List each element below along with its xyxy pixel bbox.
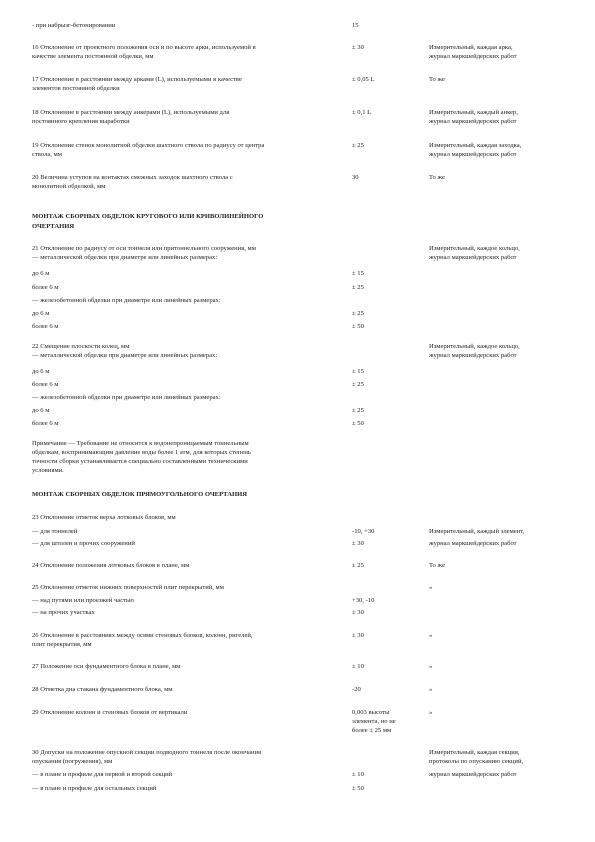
section-heading: МОНТАЖ СБОРНЫХ ОБДЕЛОК ПРЯМОУГОЛЬНОГО ОЧЕРТАНИЯ bbox=[32, 491, 248, 498]
requirement-text: — в плане и профиле для первой и второй секций bbox=[32, 771, 173, 778]
control-method: » bbox=[429, 584, 433, 591]
requirement-text: более 6 м bbox=[32, 381, 59, 388]
tolerance-value: ± 15 bbox=[352, 368, 364, 375]
requirement-text: Примечание — Требование не относится к водонепроницаемым тоннельным bbox=[32, 440, 249, 447]
control-method: » bbox=[429, 686, 433, 693]
requirement-text: 25 Отклонение отметок нижних поверхностей плит перекрытий, мм bbox=[32, 584, 224, 591]
requirement-text: - при набрызг-бетонировании bbox=[32, 22, 116, 29]
tolerance-value: ± 30 bbox=[352, 632, 364, 639]
control-method: Измерительный, каждый элемент, bbox=[429, 528, 525, 535]
control-method: Измерительный, каждое кольцо, bbox=[429, 343, 520, 350]
control-method: Измерительный, каждая секция, bbox=[429, 749, 520, 756]
requirement-text: монолитной обделкой, мм bbox=[32, 183, 106, 190]
tolerance-value: ± 10 bbox=[352, 663, 364, 670]
requirement-text: плит перекрытия, мм bbox=[32, 641, 92, 648]
requirement-text: 16 Отклонение от проектного положения оси и по высоте арки, используемой в bbox=[32, 44, 256, 51]
tolerance-value: -10, +30 bbox=[352, 528, 375, 535]
requirement-text: — над путями или проезжей частью bbox=[32, 597, 134, 604]
tolerance-value: ± 30 bbox=[352, 44, 364, 51]
control-method: журнал маркшейдерских работ bbox=[429, 151, 517, 158]
tolerance-value: ± 25 bbox=[352, 381, 364, 388]
tolerance-value: ± 30 bbox=[352, 609, 364, 616]
tolerance-value: ± 25 bbox=[352, 310, 364, 317]
requirement-text: 23 Отклонение отметок верха лотковых блоков, мм bbox=[32, 514, 176, 521]
tolerance-value: ± 0,05 L bbox=[352, 76, 375, 83]
control-method: журнал маркшейдерских работ bbox=[429, 771, 517, 778]
tolerance-value: 15 bbox=[352, 22, 359, 29]
control-method: » bbox=[429, 709, 433, 716]
tolerance-value: ± 0,1 L bbox=[352, 109, 372, 116]
section-heading: МОНТАЖ СБОРНЫХ ОБДЕЛОК КРУГОВОГО ИЛИ КРИВОЛИНЕЙНОГО bbox=[32, 213, 264, 220]
requirement-text: постоянного крепления выработки bbox=[32, 118, 130, 125]
requirement-text: — железобетонной обделки при диаметре или линейных размерах: bbox=[32, 297, 221, 304]
tolerance-value: ± 25 bbox=[352, 562, 364, 569]
control-method: Измерительный, каждая заходка, bbox=[429, 142, 522, 149]
tolerance-value: ± 50 bbox=[352, 785, 364, 792]
requirement-text: 17 Отклонение в расстоянии между арками (L), используемыми в качестве bbox=[32, 76, 242, 83]
requirement-text: обделкам, воспринимающим давление воды более 1 атм, для которых степень bbox=[32, 449, 251, 456]
control-method: журнал маркшейдерских работ bbox=[429, 352, 517, 359]
requirement-text: — железобетонной обделки при диаметре или линейных размерах: bbox=[32, 394, 221, 401]
requirement-text: 27 Положение оси фундаментного блока в плане, мм bbox=[32, 663, 181, 670]
requirement-text: — металлической обделки при диаметре или линейных размерах: bbox=[32, 352, 218, 359]
control-method: То же bbox=[429, 562, 445, 569]
control-method: То же bbox=[429, 76, 445, 83]
requirement-text: — на прочих участках bbox=[32, 609, 95, 616]
requirement-text: опускания (погружения), мм bbox=[32, 758, 113, 765]
section-heading: ОЧЕРТАНИЯ bbox=[32, 223, 75, 230]
tolerance-value: ± 30 bbox=[352, 540, 364, 547]
requirement-text: 30 Допуски на положение опускной секции подводного тоннеля после окончания bbox=[32, 749, 262, 756]
requirement-text: 28 Отметка дна стакана фундаментного блока, мм bbox=[32, 686, 173, 693]
requirement-text: 20 Величина уступов на контактах смежных заходок шахтного ствола с bbox=[32, 174, 233, 181]
control-method: журнал маркшейдерских работ bbox=[429, 254, 517, 261]
requirement-text: ствола, мм bbox=[32, 151, 62, 158]
requirement-text: 21 Отклонение по радиусу от оси тоннеля или притоннельного сооружения, мм bbox=[32, 245, 256, 252]
control-method: » bbox=[429, 632, 433, 639]
tolerance-value: ± 25 bbox=[352, 407, 364, 414]
tolerance-value: -20 bbox=[352, 686, 361, 693]
tolerance-value: 0,003 высоты bbox=[352, 709, 390, 716]
requirement-text: 18 Отклонение в расстоянии между анкерами (L), используемыми для bbox=[32, 109, 230, 116]
requirement-text: 29 Отклонение колонн и стеновых блоков от вертикали bbox=[32, 709, 188, 716]
requirement-text: — в плане и профиле для остальных секций bbox=[32, 785, 157, 792]
tolerance-value: более ± 25 мм bbox=[352, 727, 392, 734]
tolerance-value: ± 25 bbox=[352, 284, 364, 291]
requirement-text: более 6 м bbox=[32, 420, 59, 427]
requirement-text: — металлической обделки при диаметре или линейных размерах: bbox=[32, 254, 218, 261]
requirement-text: — для штолен и прочих сооружений bbox=[32, 540, 135, 547]
requirement-text: до 6 м bbox=[32, 310, 50, 317]
requirement-text: до 6 м bbox=[32, 368, 50, 375]
tolerance-value: +30, -10 bbox=[352, 597, 375, 604]
requirement-text: условиями. bbox=[32, 467, 64, 474]
control-method: » bbox=[429, 663, 433, 670]
requirement-text: более 6 м bbox=[32, 323, 59, 330]
requirement-text: до 6 м bbox=[32, 407, 50, 414]
requirement-text: точности сборки устанавливается специально составленными техническими bbox=[32, 458, 248, 465]
tolerance-value: ± 25 bbox=[352, 142, 364, 149]
control-method: Измерительный, каждая арка, bbox=[429, 44, 513, 51]
tolerance-value: ± 10 bbox=[352, 771, 364, 778]
requirement-text: качестве элемента постоянной обделки, мм bbox=[32, 53, 154, 60]
requirement-text: 26 Отклонение в расстояниях между осями стеновых блоков, колонн, ригелей, bbox=[32, 632, 253, 639]
control-method: То же bbox=[429, 174, 445, 181]
tolerance-value: 30 bbox=[352, 174, 359, 181]
control-method: журнал маркшейдерских работ bbox=[429, 540, 517, 547]
tolerance-value: элемента, но не bbox=[352, 718, 396, 725]
requirement-text: до 6 м bbox=[32, 270, 50, 277]
control-method: протоколы по опусканию секций, bbox=[429, 758, 524, 765]
requirement-text: более 6 м bbox=[32, 284, 59, 291]
tolerance-value: ± 50 bbox=[352, 323, 364, 330]
tolerance-value: ± 15 bbox=[352, 270, 364, 277]
control-method: журнал маркшейдерских работ bbox=[429, 53, 517, 60]
requirement-text: 24 Отклонение положения лотковых блоков в плане, мм bbox=[32, 562, 190, 569]
requirement-text: 19 Отклонение стенок монолитной обделки шахтного ствола по радиусу от центра bbox=[32, 142, 265, 149]
control-method: Измерительный, каждый анкер, bbox=[429, 109, 519, 116]
requirement-text: — для тоннелей bbox=[32, 528, 78, 535]
requirement-text: элементов постоянной обделки bbox=[32, 85, 120, 92]
requirement-text: 22 Смещение плоскости колец, мм bbox=[32, 343, 130, 350]
tolerance-value: ± 50 bbox=[352, 420, 364, 427]
control-method: Измерительный, каждое кольцо, bbox=[429, 245, 520, 252]
control-method: журнал маркшейдерских работ bbox=[429, 118, 517, 125]
